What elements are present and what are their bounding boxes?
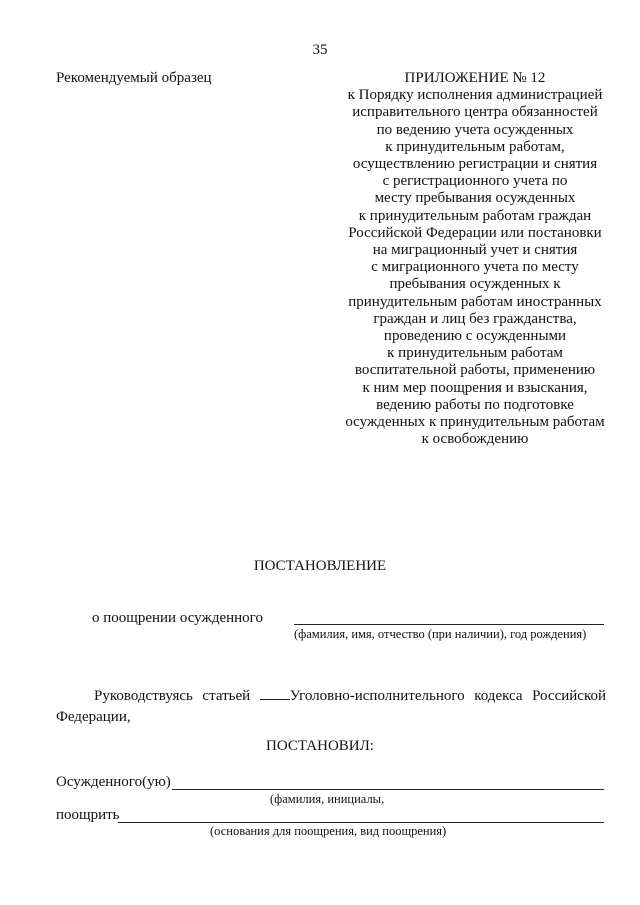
article-blank[interactable] (260, 687, 290, 700)
reward-blank-line[interactable] (118, 822, 604, 823)
fio-hint: (фамилия, имя, отчество (при наличии), год рождения) (294, 627, 587, 641)
appendix-line: проведению с осужденными (383, 328, 567, 345)
appendix-line: с регистрационного учета по (382, 173, 568, 190)
appendix-line: принудительным работам иностранных (348, 293, 602, 310)
decided-heading: ПОСТАНОВИЛ: (266, 738, 374, 754)
appendix-line: по ведению учета осужденных (376, 121, 574, 138)
convict-label: Осужденного(ую) (56, 774, 171, 790)
appendix-line: исправительного центра обязанностей (352, 104, 598, 121)
appendix-line: ведению работы по подготовке (376, 396, 574, 413)
fio-blank-line[interactable] (294, 624, 604, 625)
name-hint: (фамилия, инициалы, (270, 792, 385, 806)
appendix-line: воспитательной работы, применению (354, 362, 596, 379)
appendix-line: пребывания осужденных к (389, 276, 561, 293)
reason-hint: (основания для поощрения, вид поощрения) (210, 824, 447, 838)
appendix-block (330, 70, 620, 448)
page-number: 35 (312, 42, 328, 58)
basis-paragraph (56, 686, 606, 728)
appendix-line: к Порядку исполнения администрацией (347, 87, 603, 104)
appendix-line: к принудительным работам граждан (358, 207, 592, 224)
appendix-line: ПРИЛОЖЕНИЕ № 12 (404, 70, 546, 86)
appendix-line: Российской Федерации или постановки (348, 224, 602, 241)
document-title: ПОСТАНОВЛЕНИЕ (253, 558, 387, 574)
appendix-line: осуществлению регистрации и снятия (352, 156, 598, 173)
appendix-line: к освобождению (421, 431, 529, 448)
convict-blank-line[interactable] (172, 789, 604, 790)
basis-text-before: Руководствуясь статьей (94, 688, 251, 704)
appendix-line: к принудительным работам, (385, 138, 565, 155)
appendix-line: граждан и лиц без гражданства, (373, 310, 577, 327)
sample-label: Рекомендуемый образец (56, 70, 212, 86)
appendix-line: с миграционного учета по месту (371, 259, 579, 276)
about-label: о поощрении осужденного (92, 610, 263, 626)
appendix-line: на миграционный учет и снятия (372, 242, 578, 259)
appendix-line: месту пребывания осужденных (374, 190, 576, 207)
appendix-line: к ним мер поощрения и взыскания, (362, 379, 588, 396)
appendix-line: осужденных к принудительным работам (345, 414, 605, 431)
appendix-line: к принудительным работам (387, 345, 563, 362)
reward-label: поощрить (56, 807, 120, 823)
basis-text-after: Уголовно-исполнительного кодекса Российской Федерации, (56, 688, 607, 725)
